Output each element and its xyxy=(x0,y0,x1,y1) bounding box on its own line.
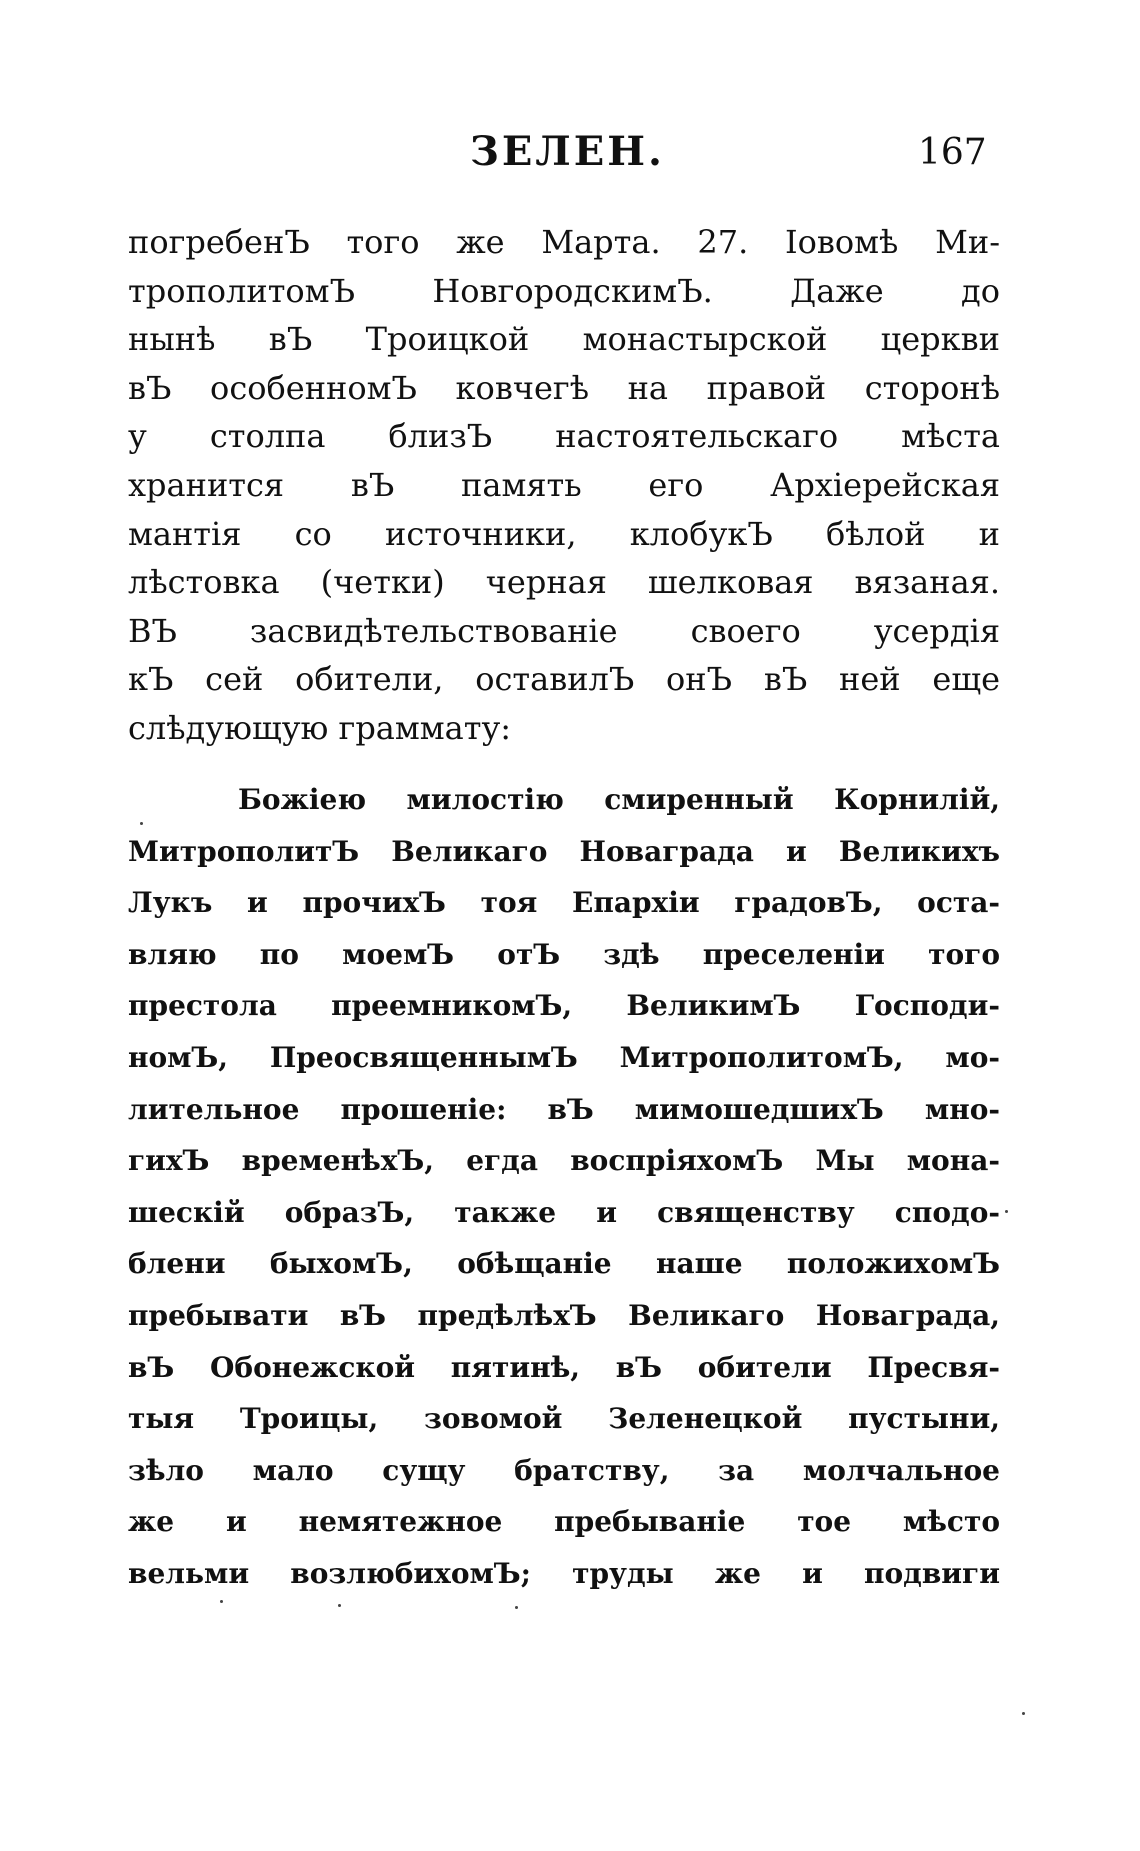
page-number: 167 xyxy=(918,132,987,173)
text-line: мантiя со источники, клобукЪ бѣлой и xyxy=(128,517,1000,553)
text-line: нынѣ вЪ Троицкой монастырской церкви xyxy=(128,323,1000,359)
print-speck xyxy=(1022,1712,1025,1715)
page-header xyxy=(0,128,1140,188)
text-line: хранится вЪ память его Архiерейская xyxy=(128,468,1000,504)
quote-line: Божiею милостiю смиренный Корнилiй, xyxy=(238,786,1000,816)
quote-line: престола преемникомЪ, ВеликимЪ Господи- xyxy=(128,992,1000,1023)
text-line: ВЪ засвидѣтельствованiе своего усердiя xyxy=(128,614,1000,650)
quote-line: лительное прошенiе: вЪ мимошедшихЪ мно- xyxy=(128,1095,1000,1126)
main-paragraph xyxy=(128,226,1000,761)
quote-line: вляю по моемЪ отЪ здѣ преселенiи того xyxy=(128,940,1000,971)
charter-quote xyxy=(128,786,1000,1612)
quote-line: МитрополитЪ Великаго Новаграда и Великихъ xyxy=(128,837,1000,868)
print-speck xyxy=(220,1600,223,1603)
quote-line: зѣло мало сущу братству, за молчальное xyxy=(128,1456,1000,1487)
quote-line: пребывати вЪ предѣлѣхЪ Великаго Новаграда, xyxy=(128,1301,1000,1332)
running-head: ЗЕЛЕН. xyxy=(470,128,665,175)
quote-line: блени быхомЪ, обѣщанiе наше положихомЪ xyxy=(128,1250,1000,1281)
quote-line: гихЪ временѣхЪ, егда воспрiяхомЪ Мы мона- xyxy=(128,1147,1000,1178)
quote-line: тыя Троицы, зовомой Зеленецкой пустыни, xyxy=(128,1405,1000,1436)
text-line: вЪ особенномЪ ковчегѣ на правой сторонѣ xyxy=(128,371,1000,407)
quote-line: же и немятежное пребыванiе тое мѣсто xyxy=(128,1508,1000,1539)
quote-line: шескiй образЪ, также и священству сподо- xyxy=(128,1198,1000,1229)
text-line: кЪ сей обители, оставилЪ онЪ вЪ ней еще xyxy=(128,663,1000,699)
quote-line: Лукъ и прочихЪ тоя Епархiи градовЪ, оста- xyxy=(128,889,1000,920)
print-speck xyxy=(1005,1210,1008,1213)
text-line: слѣдующую граммату: xyxy=(128,711,512,747)
print-speck xyxy=(140,822,143,825)
text-line: у столпа близЪ настоятельскаго мѣста xyxy=(128,420,1000,456)
print-speck xyxy=(515,1606,518,1609)
text-line: погребенЪ того же Марта. 27. Iовомѣ Ми- xyxy=(128,226,1000,261)
print-speck xyxy=(338,1604,341,1607)
quote-line: номЪ, ПреосвященнымЪ МитрополитомЪ, мо- xyxy=(128,1043,1000,1074)
text-line: трополитомЪ НовгородскимЪ. Даже до xyxy=(128,274,1000,310)
text-line: лѣстовка (четки) черная шелковая вязаная. xyxy=(128,566,1000,602)
quote-line: вельми возлюбихомЪ; труды же и подвиги xyxy=(128,1559,1000,1590)
quote-line: вЪ Обонежской пятинѣ, вЪ обители Пресвя- xyxy=(128,1353,1000,1384)
